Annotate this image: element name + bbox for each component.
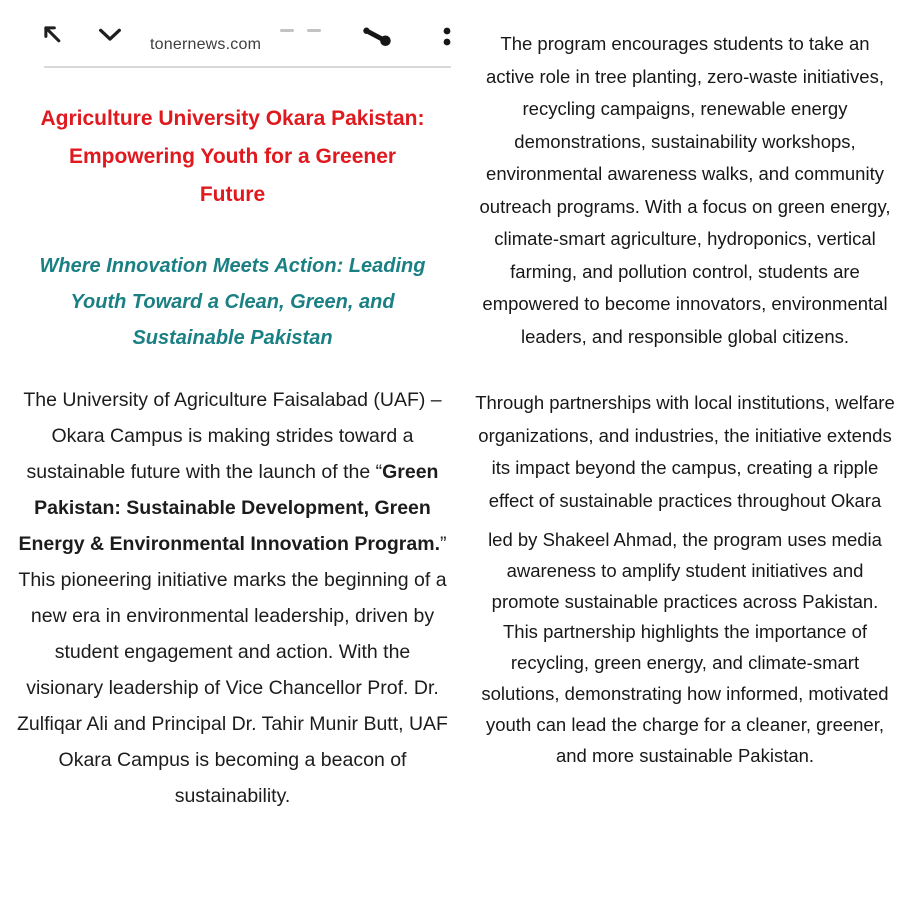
share-link-icon[interactable]: [358, 22, 396, 50]
article-title-line: Empowering Youth for a Greener: [68, 145, 397, 168]
article-right-column: [471, 0, 899, 899]
article-subtitle: [15, 248, 450, 356]
menu-dots-icon[interactable]: [440, 24, 454, 52]
navigate-up-left-arrow-icon[interactable]: [38, 20, 65, 47]
address-bar-url[interactable]: tonernews.com: [150, 36, 262, 53]
intro-paragraph: [15, 382, 450, 814]
body-paragraph-program-activities: The program encourages students to take an active role in tree planting, zero-waste initiatives, recycling campaigns, renewable energy demonstrations, sustainability workshops, environmental awareness walks, and community outreach programs. With a focus on green energy, climate-smart agriculture, hydroponics, vertical farming, and pollution control, students are empowered to become innovators, environmental leaders, and responsible global citizens.: [479, 33, 891, 347]
toolbar-divider: [44, 66, 451, 68]
intro-text-segment: The University of Agriculture Faisalabad (UAF) – Okara Campus is making strides toward a sustainable future with the launch of the “: [23, 389, 442, 483]
faded-mark: [280, 29, 294, 32]
article-subtitle-line: Where Innovation Meets Action: Leading: [39, 255, 426, 277]
chevron-down-icon[interactable]: [96, 22, 124, 48]
body-paragraph-partnerships: Through partnerships with local institutions, welfare organizations, and industries, the initiative extends its impact beyond the campus, creating a ripple effect of sustainable practices throughout Okara: [475, 392, 895, 511]
article-title-line: Future: [199, 183, 266, 206]
body-paragraph-media-awareness: led by Shakeel Ahmad, the program uses media awareness to amplify student initiatives and promote sustainable practices across Pakistan. This partnership highlights the importance of recycling, green energy, and climate-smart solutions, demonstrating how informed, motivated youth can lead the charge for a cleaner, greener, and more sustainable Pakistan.: [481, 529, 889, 766]
browser-toolbar: [0, 0, 465, 68]
intro-bold-program-name: Green Pakistan: Sustainable Development, Green Energy & Environmental Innovation Program.: [18, 461, 440, 555]
article-title: [15, 100, 450, 214]
faded-mark: [307, 29, 321, 32]
article-subtitle-line: Youth Toward a Clean, Green, and: [70, 291, 395, 313]
article-title-line: Agriculture University Okara Pakistan:: [40, 107, 425, 130]
intro-text-segment: ” This pioneering initiative marks the beginning of a new era in environmental leadership, driven by student engagement and action. With the visionary leadership of Vice Chancellor Prof. Dr. Zulfiqar Ali and Principal Dr. Tahir Munir Butt, UAF Okara Campus is becoming a beacon of sustainability.: [17, 533, 448, 807]
article-subtitle-line: Sustainable Pakistan: [132, 327, 333, 349]
